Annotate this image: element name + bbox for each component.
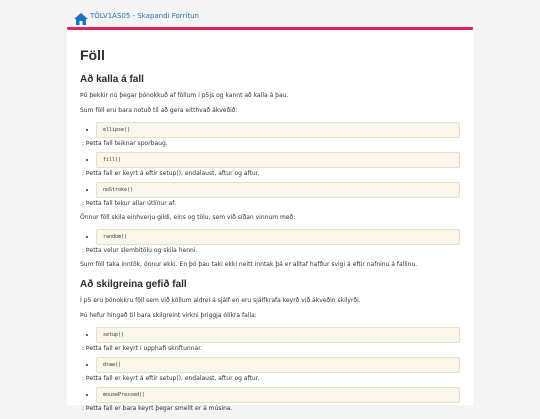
section-note: Sum föll taka inntök, önnur ekki. En þó þau taki ekki neitt inntak þá er alltaf hafður svigi á eftir nafninu á fallinu. [80, 261, 418, 268]
code-snippet: • ellipse() [96, 122, 460, 138]
code-snippet: • noStroke() [96, 182, 460, 198]
function-list [80, 122, 460, 208]
section-intro: Í p5 eru þónokkru föll sem við köllum aldrei á sjálf en eru sjálfkrafa keyrð við ákveðin skilyrði. [80, 297, 361, 304]
section-lead: Sum föll eru bara notuð til að gera eitthvað ákveðið: [80, 107, 238, 114]
section-lead: Önnur föll skila einhverju gildi, eins og tölu, sem við síðan vinnum með: [80, 214, 296, 221]
function-list [80, 229, 460, 255]
function-list [80, 327, 460, 413]
function-description: : Þetta fall teiknar sporbaug. [82, 140, 168, 147]
section-intro: Þú þekkir nú þegar þónokkuð af föllum í p5js og kannt að kalla á þau. [80, 92, 289, 99]
function-description: : Þetta fall tekur allar útlínur af. [82, 200, 176, 207]
list-item [82, 327, 460, 353]
site-title[interactable]: TÖLV1AS05 - Skapandi Forritun [90, 12, 199, 20]
list-item [82, 122, 460, 148]
home-icon [74, 10, 88, 22]
page-title: Föll [80, 47, 105, 63]
code-snippet: • setup() [96, 327, 460, 343]
section-heading-call: Að kalla á fall [80, 74, 144, 85]
function-description: : Þetta fall er keyrt á eftir setup(), endalaust, aftur og aftur. [82, 170, 260, 177]
list-item [82, 152, 460, 178]
code-snippet: • fill() [96, 152, 460, 168]
function-description: : Þetta fall er keyrt í upphafi skriftunnar. [82, 345, 203, 352]
main-content [67, 30, 473, 412]
function-description: : Þetta fall er bara keyrt þegar smellt er á músina. [82, 405, 233, 412]
site-home-link[interactable] [74, 10, 199, 22]
function-description: : Þetta fall er keyrt á eftir setup(), endalaust, aftur og aftur. [82, 375, 260, 382]
section-heading-define: Að skilgreina gefið fall [80, 279, 187, 290]
list-item [82, 357, 460, 383]
code-snippet: • draw() [96, 357, 460, 373]
code-snippet: • random() [96, 229, 460, 245]
function-description: : Þetta velur slembitölu og skila henni. [82, 247, 198, 254]
list-item [82, 229, 460, 255]
code-snippet: • mousePressed() [96, 387, 460, 403]
top-bar [0, 0, 540, 30]
section-lead: Þú hefur hingað til bara skilgreint virkni þriggja ólíkra falla: [80, 312, 257, 319]
list-item [82, 387, 460, 413]
list-item [82, 182, 460, 208]
